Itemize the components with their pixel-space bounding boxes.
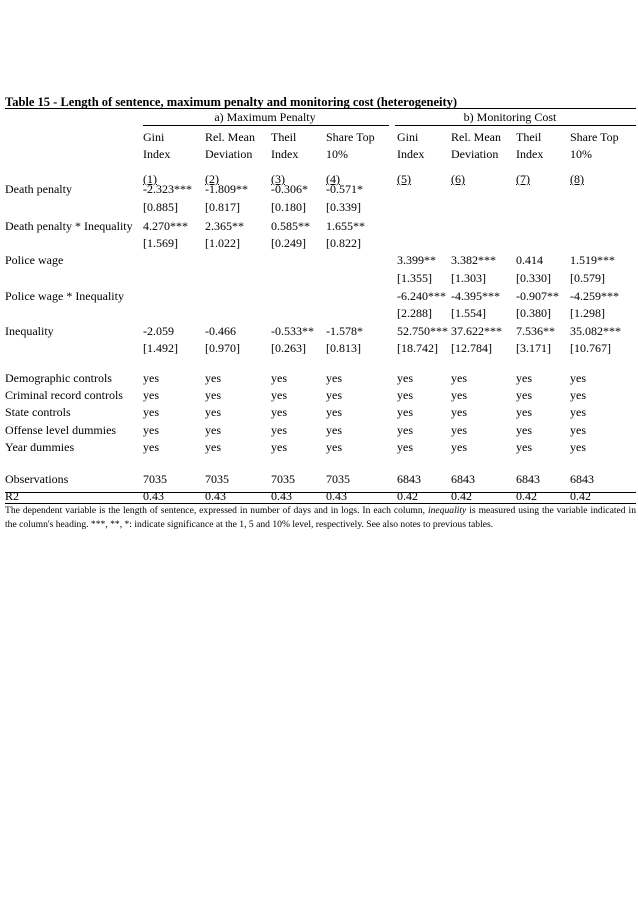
row-label: Demographic controls — [5, 371, 112, 385]
table-cell: yes — [451, 371, 467, 385]
column-header-4-line2: 10% — [326, 147, 348, 161]
table-cell: [0.813] — [326, 341, 361, 355]
table-cell: yes — [143, 440, 159, 454]
table-cell: yes — [570, 405, 586, 419]
table-cell: yes — [271, 423, 287, 437]
table-cell: [1.492] — [143, 341, 178, 355]
table-cell: yes — [397, 388, 413, 402]
table-cell: -4.395*** — [451, 289, 500, 303]
table-cell: yes — [271, 405, 287, 419]
column-header-6-line1: Rel. Mean — [451, 130, 501, 144]
table-cell: [0.885] — [143, 200, 178, 214]
table-cell: yes — [451, 388, 467, 402]
table-cell: 0.42 — [451, 489, 472, 503]
table-cell: 0.42 — [516, 489, 537, 503]
table-cell: [1.303] — [451, 271, 486, 285]
column-number-7: (7) — [516, 172, 530, 186]
table-cell: yes — [143, 405, 159, 419]
notes-text-1: The dependent variable is the length of sentence, expressed in number of days and in logs. In each column, — [5, 505, 428, 516]
column-number-4: (4) — [326, 172, 340, 186]
table-cell: yes — [326, 440, 342, 454]
column-header-4-line1: Share Top — [326, 130, 375, 144]
mid-rule — [5, 492, 636, 493]
table-cell: [1.569] — [143, 236, 178, 250]
row-label: Death penalty — [5, 182, 72, 196]
table-cell: [0.339] — [326, 200, 361, 214]
table-cell: -0.571* — [326, 182, 363, 196]
table-cell: 1.519*** — [570, 253, 615, 267]
table-cell: yes — [570, 440, 586, 454]
group-rule-a — [143, 125, 389, 126]
table-cell: 3.382*** — [451, 253, 496, 267]
table-cell: 6843 — [570, 472, 594, 486]
table-cell: [1.022] — [205, 236, 240, 250]
row-label: Inequality — [5, 324, 54, 338]
table-cell: yes — [570, 423, 586, 437]
table-cell: [0.330] — [516, 271, 551, 285]
table-cell: 0.43 — [326, 489, 347, 503]
table-cell: yes — [570, 371, 586, 385]
table-cell: yes — [205, 388, 221, 402]
table-cell: yes — [451, 405, 467, 419]
column-header-3-line2: Index — [271, 147, 299, 161]
table-cell: [0.970] — [205, 341, 240, 355]
table-cell: yes — [143, 371, 159, 385]
row-label: Death penalty * Inequality — [5, 219, 133, 233]
column-header-5-line1: Gini — [397, 130, 419, 144]
table-cell: [0.579] — [570, 271, 605, 285]
table-cell: yes — [205, 405, 221, 419]
table-cell: yes — [326, 405, 342, 419]
table-cell: yes — [397, 405, 413, 419]
table-cell: [12.784] — [451, 341, 492, 355]
column-header-6-line2: Deviation — [451, 147, 499, 161]
table-cell: 4.270*** — [143, 219, 188, 233]
table-cell: yes — [397, 440, 413, 454]
row-label: Police wage — [5, 253, 64, 267]
table-cell: -2.323*** — [143, 182, 192, 196]
table-cell: [0.380] — [516, 306, 551, 320]
column-header-8-line1: Share Top — [570, 130, 619, 144]
table-cell: yes — [516, 388, 532, 402]
table-cell: -1.809** — [205, 182, 248, 196]
table-cell: yes — [271, 371, 287, 385]
table-cell: [1.355] — [397, 271, 432, 285]
table-cell: 0.414 — [516, 253, 543, 267]
table-cell: yes — [516, 405, 532, 419]
table-cell: 1.655** — [326, 219, 365, 233]
table-cell: yes — [143, 388, 159, 402]
table-cell: yes — [397, 371, 413, 385]
table-cell: yes — [205, 440, 221, 454]
table-cell: yes — [271, 440, 287, 454]
column-number-3: (3) — [271, 172, 285, 186]
table-cell: [1.298] — [570, 306, 605, 320]
row-label: Criminal record controls — [5, 388, 123, 402]
row-label: Police wage * Inequality — [5, 289, 124, 303]
column-header-1-line1: Gini — [143, 130, 165, 144]
table-cell: yes — [143, 423, 159, 437]
column-header-2-line2: Deviation — [205, 147, 253, 161]
table-cell: [18.742] — [397, 341, 438, 355]
table-cell: [1.554] — [451, 306, 486, 320]
table-cell: -4.259*** — [570, 289, 619, 303]
table-cell: -6.240*** — [397, 289, 446, 303]
table-cell: 0.43 — [143, 489, 164, 503]
column-header-1-line2: Index — [143, 147, 171, 161]
table-cell: 0.42 — [397, 489, 418, 503]
table-cell: yes — [205, 371, 221, 385]
table-cell: yes — [451, 440, 467, 454]
row-label: Year dummies — [5, 440, 75, 454]
table-cell: 6843 — [451, 472, 475, 486]
table-cell: yes — [271, 388, 287, 402]
row-label: State controls — [5, 405, 71, 419]
table-cell: 7035 — [326, 472, 350, 486]
table-cell: [0.263] — [271, 341, 306, 355]
table-cell: 7035 — [143, 472, 167, 486]
column-number-8: (8) — [570, 172, 584, 186]
row-label: Offense level dummies — [5, 423, 117, 437]
table-cell: yes — [326, 388, 342, 402]
table-cell: -0.466 — [205, 324, 236, 338]
table-cell: 0.43 — [205, 489, 226, 503]
row-label: R2 — [5, 489, 20, 503]
table-cell: yes — [326, 423, 342, 437]
column-header-3-line1: Theil — [271, 130, 297, 144]
table-cell: 7035 — [271, 472, 295, 486]
table-cell: 7.536** — [516, 324, 555, 338]
table-cell: [10.767] — [570, 341, 611, 355]
column-header-7-line2: Index — [516, 147, 544, 161]
column-number-1: (1) — [143, 172, 157, 186]
table-cell: 6843 — [516, 472, 540, 486]
table-cell: -2.059 — [143, 324, 174, 338]
column-header-2-line1: Rel. Mean — [205, 130, 255, 144]
column-header-7-line1: Theil — [516, 130, 542, 144]
group-header-maximum-penalty: a) Maximum Penalty — [214, 110, 316, 124]
table-cell: 0.585** — [271, 219, 310, 233]
table-cell: [2.288] — [397, 306, 432, 320]
notes-italic: inequality — [427, 505, 467, 516]
column-number-6: (6) — [451, 172, 465, 186]
table-cell: yes — [570, 388, 586, 402]
table-cell: 2.365** — [205, 219, 244, 233]
table-cell: 6843 — [397, 472, 421, 486]
table-notes — [5, 504, 636, 532]
table-cell: -0.907** — [516, 289, 559, 303]
table-cell: [0.180] — [271, 200, 306, 214]
column-number-5: (5) — [397, 172, 411, 186]
table-cell: 37.622*** — [451, 324, 502, 338]
table-cell: [0.249] — [271, 236, 306, 250]
group-header-monitoring-cost: b) Monitoring Cost — [463, 110, 557, 124]
table-title: Table 15 - Length of sentence, maximum penalty and monitoring cost (heterogeneity) — [5, 95, 458, 109]
table-cell: yes — [451, 423, 467, 437]
column-header-8-line2: 10% — [570, 147, 592, 161]
table-cell: -0.533** — [271, 324, 314, 338]
top-rule — [5, 108, 636, 109]
table-cell: yes — [516, 423, 532, 437]
table-cell: [0.817] — [205, 200, 240, 214]
table-cell: yes — [516, 440, 532, 454]
table-cell: yes — [516, 371, 532, 385]
table-cell: 0.42 — [570, 489, 591, 503]
notes-text-2: is measured using the variable indicated in the column's heading. ***, **, *: indicate significance at the 1, 5 and 10% level, respectively. See also notes to previous tables. — [5, 505, 636, 530]
table-cell: 7035 — [205, 472, 229, 486]
table-cell: yes — [397, 423, 413, 437]
column-number-2: (2) — [205, 172, 219, 186]
table-cell: yes — [326, 371, 342, 385]
table-cell: -1.578* — [326, 324, 363, 338]
group-rule-b — [395, 125, 636, 126]
table-cell: 0.43 — [271, 489, 292, 503]
table-cell: yes — [205, 423, 221, 437]
table-cell: [0.822] — [326, 236, 361, 250]
table-cell: [3.171] — [516, 341, 551, 355]
table-cell: -0.306* — [271, 182, 308, 196]
table-cell: 3.399** — [397, 253, 436, 267]
row-label: Observations — [5, 472, 69, 486]
table-cell: 52.750*** — [397, 324, 448, 338]
column-header-5-line2: Index — [397, 147, 425, 161]
table-cell: 35.082*** — [570, 324, 621, 338]
